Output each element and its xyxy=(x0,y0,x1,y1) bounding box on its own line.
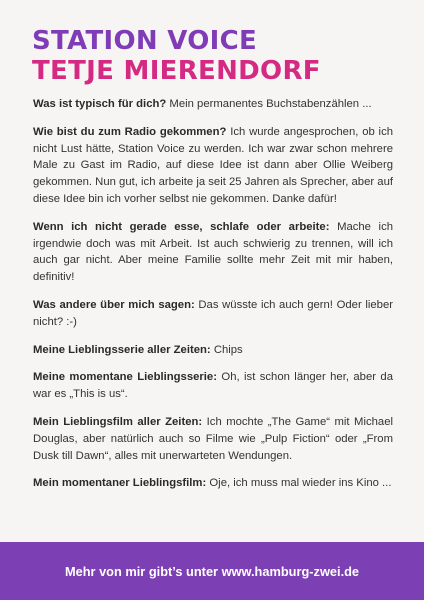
qa-answer: Chips xyxy=(213,343,243,356)
title-line-name: TETJE MIERENDORF xyxy=(32,56,321,86)
footer-text: Mehr von mir gibt’s unter www.hamburg-zwei.de xyxy=(64,563,360,579)
qa-item xyxy=(33,219,393,286)
qa-question: Meine Lieblingsserie aller Zeiten: xyxy=(33,343,211,356)
qa-question: Was andere über mich sagen: xyxy=(33,298,195,311)
qa-answer: Mein permanentes Buchstabenzählen ... xyxy=(169,98,372,110)
qa-item xyxy=(33,414,393,464)
qa-item xyxy=(33,369,393,403)
qa-question: Mein momentaner Lieblingsfilm: xyxy=(33,477,207,490)
qa-answer: Mache ich irgendwie doch was mit Arbeit. Ist auch schwierig zu trennen, will ich auch gar nicht. Aber meine Familie sollte mehr Zeit mit mir haben, definitiv! xyxy=(33,220,393,284)
qa-item xyxy=(33,475,393,492)
page-title xyxy=(32,26,321,86)
qa-question: Wie bist du zum Radio gekommen? xyxy=(33,125,227,138)
qa-answer: Ich mochte „The Game“ mit Michael Douglas, aber natürlich auch so Filme wie „Pulp Fiction“ oder „From Dusk till Dawn“, alles mit unerwarteten Wendungen. xyxy=(33,415,393,462)
qa-question: Wenn ich nicht gerade esse, schlafe oder arbeite: xyxy=(33,220,330,233)
qa-list xyxy=(33,96,393,503)
footer-banner xyxy=(0,542,424,600)
qa-question: Mein Lieblingsfilm aller Zeiten: xyxy=(33,415,203,428)
qa-answer: Oh, ist schon länger her, aber da war es „This is us“. xyxy=(33,371,393,401)
qa-question: Was ist typisch für dich? xyxy=(33,98,167,110)
qa-question: Meine momentane Lieblingsserie: xyxy=(33,371,217,384)
qa-answer: Ich wurde angesprochen, ob ich nicht Lust hätte, Station Voice zu werden. Ich war zwar schon mehrere Male zu Gast im Radio, auf diese Idee ist dann aber Ollie Weiberg gekommen. Nun gut, ich arbeite ja seit 25 Jahren als Sprecher, aber auf diese Idee bin ich vorher selbst nie gekommen. Danke dafür! xyxy=(33,125,393,205)
title-line-station-voice: STATION VOICE xyxy=(32,26,258,56)
qa-item xyxy=(33,124,393,208)
qa-item xyxy=(33,96,393,113)
qa-answer: Das wüsste ich auch gern! Oder lieber nicht? :-) xyxy=(33,298,393,328)
qa-item xyxy=(33,297,393,331)
qa-answer: Oje, ich muss mal wieder ins Kino ... xyxy=(209,477,392,490)
qa-item xyxy=(33,342,393,359)
